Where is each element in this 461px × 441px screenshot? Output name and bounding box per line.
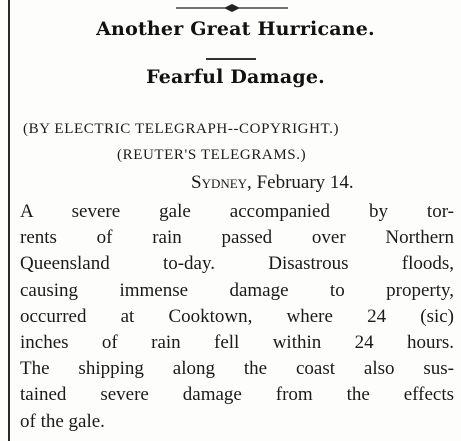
body-line: Queensland to-day. Disastrous floods, <box>20 253 454 275</box>
body-line: tained severe damage from the effects <box>20 384 454 406</box>
body-line: inches of rain fell within 24 hours. <box>20 332 454 354</box>
body-line: causing immense damage to property, <box>20 279 454 301</box>
headline: Another Great Hurricane. <box>96 18 375 40</box>
body-line: occurred at Cooktown, where 24 (sic) <box>20 305 454 327</box>
headline-divider <box>206 58 256 60</box>
dateline-date: February 14. <box>256 172 354 193</box>
telegraph-credit: (BY ELECTRIC TELEGRAPH--COPYRIGHT.) <box>23 121 340 137</box>
body-line: of the gale. <box>20 410 105 432</box>
body-line: The shipping along the coast also sus- <box>20 358 454 380</box>
dateline <box>191 172 354 194</box>
reuters-credit: (REUTER'S TELEGRAMS.) <box>117 147 307 163</box>
body-line: rents of rain passed over Northern <box>20 227 454 249</box>
subheadline: Fearful Damage. <box>146 66 325 88</box>
body-line: A severe gale accompanied by tor- <box>20 201 454 222</box>
ornamental-divider-icon <box>176 3 288 13</box>
dateline-place: Sydney, <box>191 172 252 193</box>
article-body <box>20 199 454 435</box>
